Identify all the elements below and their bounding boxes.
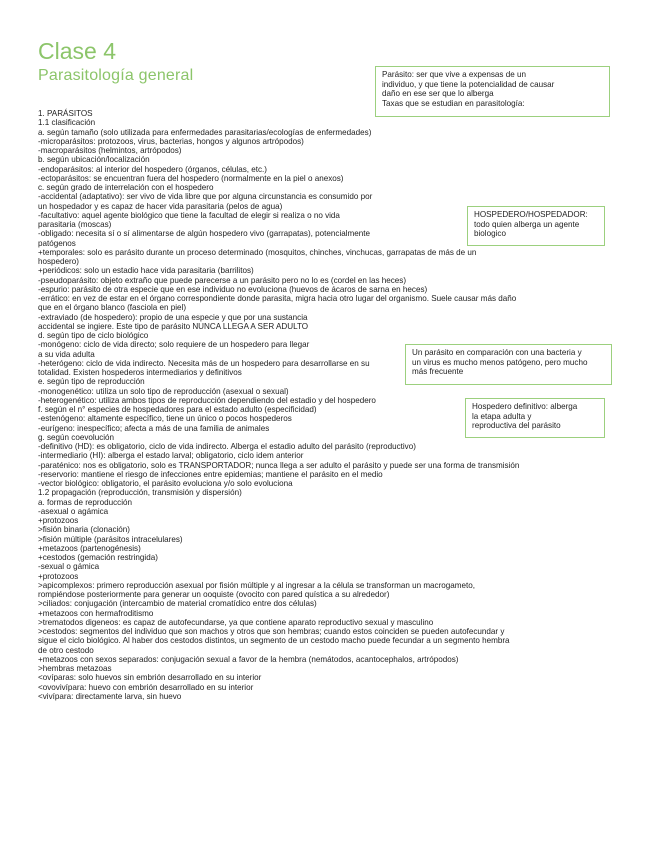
content-line: -facultativo: aquel agente biológico que tiene la facultad de elegir si realiza o no vida bbox=[38, 210, 340, 220]
content-line: que en el órgano blanco (fasciola en piel) bbox=[38, 303, 187, 313]
callout-parasito bbox=[375, 66, 610, 117]
content-line: -asexual o agámica bbox=[38, 506, 109, 516]
content-line: >apicomplexos: primero reproducción asexual por fisión múltiple y al ingresar a la célula se transforman un macrogameto, bbox=[38, 580, 476, 590]
callout-line: un virus es mucho menos patógeno, pero mucho bbox=[412, 357, 588, 367]
content-line: -definitivo (HD): es obligatorio, ciclo de vida indirecto. Alberga el estadio adulto del parásito (reproductivo) bbox=[38, 442, 416, 451]
content-line: -intermediario (HI): alberga el estado larval; obligatorio, ciclo idem anterior bbox=[38, 451, 304, 461]
content-line: <vivípara: directamente larva, sin huevo bbox=[38, 691, 182, 701]
content-line: totalidad. Existen hospederos intermediarios y definitivos bbox=[38, 368, 242, 377]
callout-line: más frecuente bbox=[412, 367, 464, 377]
content-line: >ciliados: conjugación (intercambio de material cromatídico entre dos células) bbox=[38, 599, 317, 609]
content-line: -errático: en vez de estar en el órgano correspondiente donde parasita, migra hacia otro lugar del organismo. Suele causar más daño bbox=[38, 294, 517, 303]
content-line: c. según grado de interrelación con el hospedero bbox=[38, 183, 214, 192]
content-line: +metazoos con sexos separados: conjugación sexual a favor de la hembra (nemátodos, acantocephalos, artrópodos) bbox=[38, 654, 459, 664]
content-line: <ovovivípara: huevo con embrión desarrollado en su interior bbox=[38, 682, 254, 692]
content-line: d. según tipo de ciclo biológico bbox=[38, 331, 149, 340]
content-line: +cestodos (gemación restringida) bbox=[38, 553, 158, 562]
content-line: sigue el ciclo biológico. Al haber dos cestodos distintos, un segmento de un cestodo macho puede fecundar a un segmento hembra bbox=[38, 636, 510, 646]
content-line: >fisión múltiple (parásitos intracelulares) bbox=[38, 534, 183, 544]
content-line: +protozoos bbox=[38, 571, 79, 581]
callout-line: reproductiva del parásito bbox=[472, 421, 561, 431]
callout-line: HOSPEDERO/HOSPEDADOR: bbox=[474, 210, 588, 219]
content-line: -extraviado (de hospedero): propio de una especie y que por una sustancia bbox=[38, 312, 308, 322]
content-line: rompiéndose posteriormente para generar un ooquiste (ovocito con pared quística a su alrededor) bbox=[38, 590, 390, 599]
content-line: a. formas de reproducción bbox=[38, 497, 133, 507]
callout-line: todo quien alberga un agente bbox=[474, 219, 580, 229]
content-line: +metazoos (partenogénesis) bbox=[38, 543, 141, 553]
callout-line: daño en ese ser que lo alberga bbox=[382, 89, 494, 99]
content-line: e. según tipo de reproducción bbox=[38, 377, 145, 387]
callout-line: individuo, y que tiene la potencialidad de causar bbox=[382, 79, 555, 89]
content-line: -heterogenético: utiliza ambos tipos de reproducción dependiendo del estadio y del hospedero bbox=[38, 395, 376, 405]
content-line: un hospedador y es capaz de hacer vida parasitaria (pelos de agua) bbox=[38, 201, 283, 211]
content-line: >trematodos digeneos: es capaz de autofecundarse, ya que contiene aparato reproductivo sexual y masculino bbox=[38, 617, 434, 627]
content-line: -reservorio: mantiene el riesgo de infecciones entre epidemias; mantiene el parásito en el medio bbox=[38, 469, 383, 479]
content-line: accidental se ingiere. Este tipo de parásito NUNCA LLEGA A SER ADULTO bbox=[38, 321, 309, 331]
content-line: parasitaria (moscas) bbox=[38, 220, 112, 229]
callout-line: Parásito: ser que vive a expensas de un bbox=[382, 70, 526, 79]
callout-hospedero bbox=[467, 206, 605, 246]
content-line: -accidental (adaptativo): ser vivo de vida libre que por alguna circunstancia es consumido por bbox=[38, 192, 373, 202]
page-title: Clase 4 bbox=[38, 38, 116, 64]
content-line: >hembras metazoas bbox=[38, 664, 112, 673]
content-line: -paraténico: nos es obligatorio, solo es TRANSPORTADOR; nunca llega a ser adulto el parásito y puede ser una forma de transmisión bbox=[38, 460, 520, 470]
content-line: 1.2 propagación (reproducción, transmisión y dispersión) bbox=[38, 488, 242, 498]
content-line: <ovíparas: solo huevos sin embrión desarrollado en su interior bbox=[38, 673, 262, 683]
content-line: 1. PARÁSITOS bbox=[38, 109, 93, 118]
content-line: -microparásitos: protozoos, virus, bacterias, hongos y algunos artrópodos) bbox=[38, 136, 304, 146]
content-line: a su vida adulta bbox=[38, 349, 95, 359]
content-line: -heterógeno: ciclo de vida indirecto. Necesita más de un hospedero para desarrollarse en su bbox=[38, 358, 370, 368]
content-line: +temporales: solo es parásito durante un proceso determinado (mosquitos, chinches, vinchucas, garrapatas de más de un bbox=[38, 247, 477, 257]
callout-comparacion bbox=[405, 344, 612, 385]
content-line: g. según coevolución bbox=[38, 432, 115, 442]
content-line: -macroparásitos (helmintos, artrópodos) bbox=[38, 146, 182, 155]
content-line: 1.1 clasificación bbox=[38, 118, 96, 128]
content-line: patógenos bbox=[38, 238, 76, 248]
content-line: b. según ubicación/localización bbox=[38, 155, 150, 165]
callout-line: la etapa adulta y bbox=[472, 411, 532, 421]
content-line: -estenógeno: altamente específico, tiene un único o pocos hospederos bbox=[38, 414, 292, 424]
content-line: -ectoparásitos: se encuentran fuera del hospedero (normalmente en la piel o anexos) bbox=[38, 173, 344, 183]
content-line: >fisión binaria (clonación) bbox=[38, 525, 131, 535]
content-line: -vector biológico: obligatorio, el parásito evoluciona y/o solo evoluciona bbox=[38, 479, 293, 488]
content-line: >cestodos: segmentos del individuo que son machos y otros que son hembras; cuando estos coinciden se pueden autofecundar y bbox=[38, 627, 505, 636]
content-line: -monogenético: utiliza un solo tipo de reproducción (asexual o sexual) bbox=[38, 386, 289, 396]
content-line: de otro cestodo bbox=[38, 645, 94, 655]
content-line: -espurio: parásito de otra especie que en ese individuo no evoluciona (huevos de ácaros de sarna en heces) bbox=[38, 284, 428, 294]
callout-line: Taxas que se estudian en parasitología: bbox=[382, 98, 525, 108]
content-line: +periódicos: solo un estadio hace vida parasitaria (barrilitos) bbox=[38, 266, 254, 276]
content-line: +metazoos con hermafroditismo bbox=[38, 608, 154, 618]
callout-line: Hospedero definitivo: alberga bbox=[472, 402, 578, 411]
page-subtitle: Parasitología general bbox=[38, 67, 194, 84]
content-line: -eurígeno: inespecífico; afecta a más de una familia de animales bbox=[38, 423, 270, 433]
content-line: hospedero) bbox=[38, 257, 79, 266]
content-line: -endoparásitos: al interior del hospedero (órganos, células, etc.) bbox=[38, 164, 268, 174]
content-line: -monógeno: ciclo de vida directo; solo requiere de un hospedero para llegar bbox=[38, 340, 310, 350]
content-line: f. según el n° especies de hospedadores para el estado adulto (especificidad) bbox=[38, 405, 317, 414]
callout-hospedero-definitivo bbox=[465, 398, 605, 438]
callout-line: Un parásito en comparación con una bacteria y bbox=[412, 348, 582, 357]
content-line: +protozoos bbox=[38, 516, 79, 525]
content-line: a. según tamaño (solo utilizada para enfermedades parasitarias/ecologías de enfermedades) bbox=[38, 127, 372, 137]
content-line: -pseudoparásito: objeto extraño que puede parecerse a un parásito pero no lo es (cordel en las heces) bbox=[38, 275, 407, 285]
callout-line: biologico bbox=[474, 229, 506, 239]
content-line: -sexual o gámica bbox=[38, 562, 100, 572]
content-line: -obligado: necesita sí o sí alimentarse de algún hospedero vivo (garrapatas), potencialmente bbox=[38, 229, 371, 239]
